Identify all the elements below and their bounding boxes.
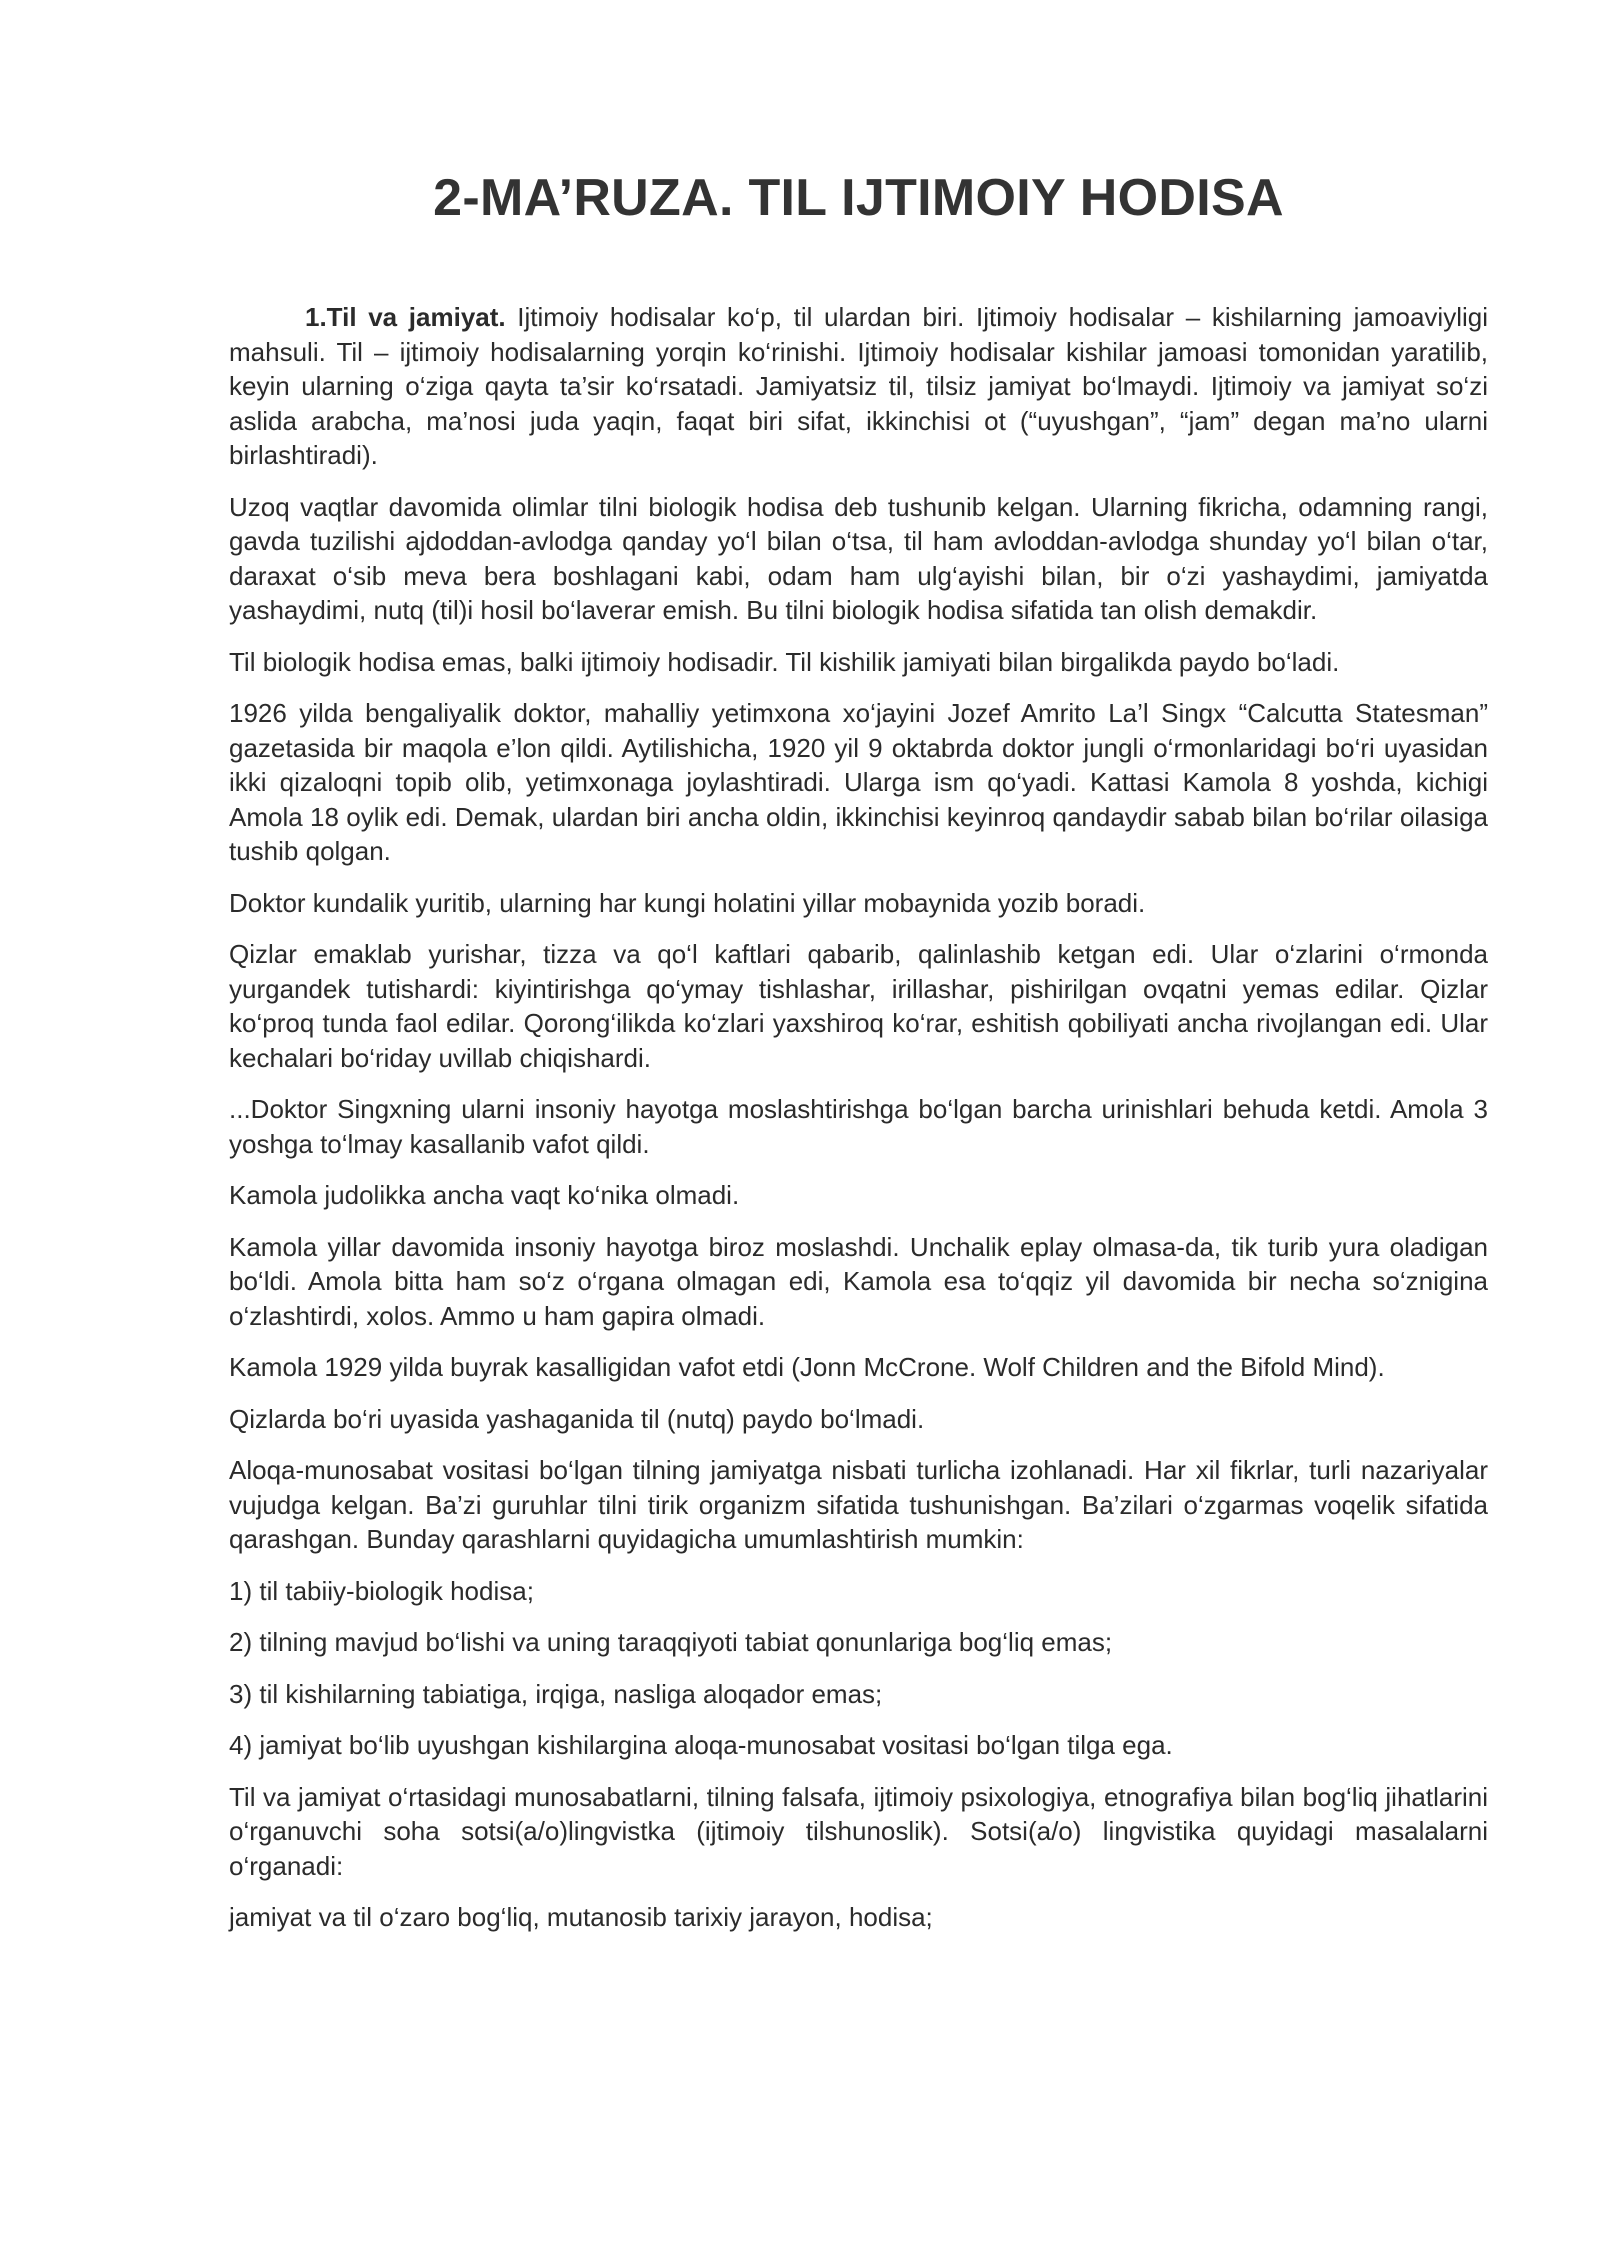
paragraph: Kamola 1929 yilda buyrak kasalligidan vafot etdi (Jonn McCrone. Wolf Children and the Bifold Mind).	[229, 1352, 1385, 1382]
paragraph: ...Doktor Singxning ularni insoniy hayotga moslashtirishga bo‘lgan barcha urinishlari behuda ketdi. Amola 3 yoshga to‘lmay kasallanib vafot qildi.	[229, 1094, 1488, 1159]
list-item: 1) til tabiiy-biologik hodisa;	[229, 1575, 534, 1606]
paragraph: Til biologik hodisa emas, balki ijtimoiy hodisadir. Til kishilik jamiyati bilan birgalikda paydo bo‘ladi.	[229, 646, 1340, 677]
intro-text: Ijtimoiy hodisalar ko‘p, til ulardan biri. Ijtimoiy hodisalar – kishilarning jamoaviyligi mahsuli. Til – ijtimoiy hodisalarning yorqin ko‘rinishi. Ijtimoiy hodisalar kishilar jamoasi tomonidan yaratilib, keyin ularning o‘ziga qayta ta’sir ko‘rsatadi. Jamiyatsiz til, tilsiz jamiyat bo‘lmaydi. Ijtimoiy va jamiyat so‘zi aslida arabcha, ma’nosi juda yaqin, faqat biri sifat, ikkinchisi ot (“uyushgan”, “jam” degan ma’no ularni birlashtiradi).	[229, 302, 1488, 470]
list-item: 4) jamiyat bo‘lib uyushgan kishilargina aloqa-munosabat vositasi bo‘lgan tilga ega.	[229, 1730, 1173, 1760]
paragraph: Kamola yillar davomida insoniy hayotga biroz moslashdi. Unchalik eplay olmasa-da, tik turib yura oladigan bo‘ldi. Amola bitta ham so‘z o‘rgana olmagan edi, Kamola esa to‘qqiz yil davomida bir necha so‘znigina o‘zlashtirdi, xolos. Ammo u ham gapira olmadi.	[229, 1231, 1488, 1331]
paragraph: Doktor kundalik yuritib, ularning har kungi holatini yillar mobaynida yozib boradi.	[229, 887, 1146, 918]
paragraph: 1926 yilda bengaliyalik doktor, mahalliy yetimxona xo‘jayini Jozef Amrito La’l Singx “Calcutta Statesman” gazetasida bir maqola e’lon qildi. Aytilishicha, 1920 yil 9 oktabrda doktor jungli o‘rmonlaridagi bo‘ri uyasidan ikki qizaloqni topib olib, yetimxonaga joylashtiradi. Ularga ism qo‘yadi. Kattasi Kamola 8 yoshda, kichigi Amola 18 oylik edi. Demak, ulardan biri ancha oldin, ikkinchisi keyinroq qandaydir sabab bilan bo‘rilar oilasiga tushib qolgan.	[229, 698, 1488, 866]
list-item: 3) til kishilarning tabiatiga, irqiga, nasliga aloqador emas;	[229, 1678, 883, 1709]
paragraph: Qizlarda bo‘ri uyasida yashaganida til (nutq) paydo bo‘lmadi.	[229, 1403, 925, 1434]
intro-paragraph	[229, 300, 1488, 473]
document-body	[229, 300, 1488, 1935]
paragraph: Aloqa-munosabat vositasi bo‘lgan tilning jamiyatga nisbati turlicha izohlanadi. Har xil fikrlar, turli nazariyalar vujudga kelgan. Ba’zi guruhlar tilni tirik organizm sifatida tushunishgan. Ba’zilari o‘zgarmas voqelik sifatida qarashgan. Bunday qarashlarni quyidagicha umumlashtirish mumkin:	[229, 1455, 1488, 1554]
paragraph: jamiyat va til o‘zaro bog‘liq, mutanosib tarixiy jarayon, hodisa;	[229, 1902, 933, 1932]
paragraph: Qizlar emaklab yurishar, tizza va qo‘l kaftlari qabarib, qalinlashib ketgan edi. Ular o‘zlarini o‘rmonda yurgandek tutishardi: kiyintirishga qo‘ymay tishlashar, irillashar, pishirilgan ovqatni yemas edilar. Qizlar ko‘proq tunda faol edilar. Qorong‘ilikda ko‘zlari yaxshiroq ko‘rar, eshitish qobiliyati ancha rivojlangan edi. Ular kechalari bo‘riday uvillab chiqishardi.	[229, 939, 1488, 1073]
paragraph: Uzoq vaqtlar davomida olimlar tilni biologik hodisa deb tushunib kelgan. Ularning fikricha, odamning rangi, gavda tuzilishi ajdoddan-avlodga qanday yo‘l bilan o‘tsa, til ham avloddan-avlodga shunday yo‘l bilan o‘tar, daraxat o‘sib meva bera boshlagani kabi, odam ham ulg‘ayishi bilan, bir o‘zi yashaydimi, jamiyatda yashaydimi, nutq (til)i hosil bo‘laverar emish. Bu tilni biologik hodisa sifatida tan olish demakdir.	[229, 491, 1488, 625]
paragraph: Kamola judolikka ancha vaqt ko‘nika olmadi.	[229, 1180, 740, 1210]
page-title: 2-MA’RUZA. TIL IJTIMOIY HODISA	[433, 169, 1284, 227]
paragraph: Til va jamiyat o‘rtasidagi munosabatlarni, tilning falsafa, ijtimoiy psixologiya, etnografiya bilan bog‘liq jihatlarini o‘rganuvchi soha sotsi(a/o)lingvistka (ijtimoiy tilshunoslik). Sotsi(a/o) lingvistika quyidagi masalalarni o‘rganadi:	[229, 1781, 1488, 1881]
section-heading: 1.Til va jamiyat.	[305, 302, 506, 332]
list-item: 2) tilning mavjud bo‘lishi va uning taraqqiyoti tabiat qonunlariga bog‘liq emas;	[229, 1627, 1113, 1657]
